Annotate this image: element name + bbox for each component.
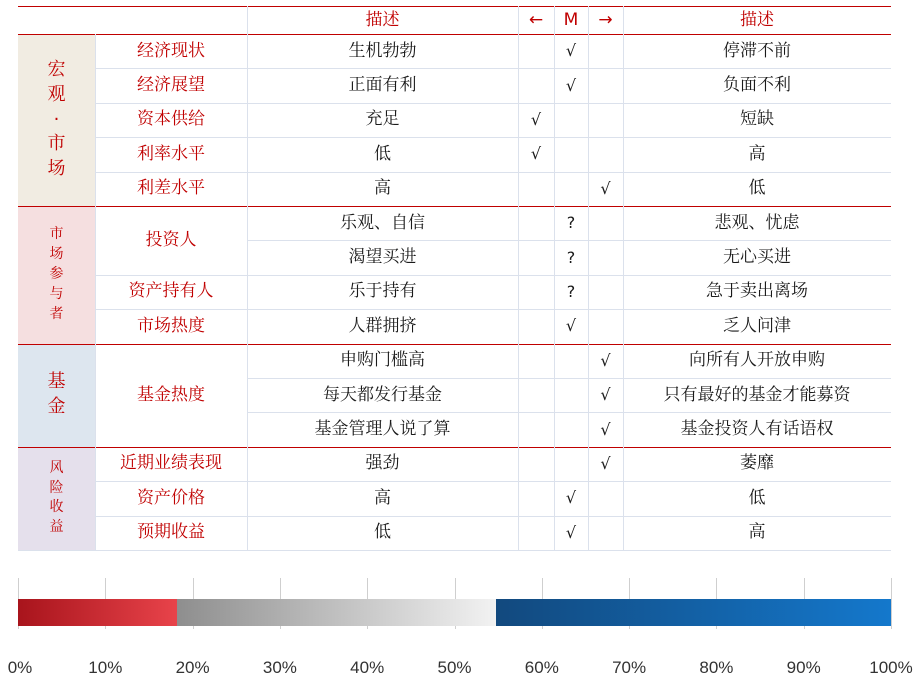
left-description: 充足 [365,109,400,130]
axis-label: 90% [786,658,821,677]
mark-middle [554,412,588,446]
left-description: 高 [374,487,391,508]
indicator-label: 市场热度 [137,315,205,336]
mark-left [518,34,554,68]
axis-label: 40% [350,658,385,677]
header-desc-left: 描述 [365,9,400,30]
mark-right [588,34,623,68]
right-description: 负面不利 [723,75,791,96]
indicator-label: 利率水平 [137,143,205,164]
right-description: 停滞不前 [723,40,791,61]
row-divider [247,412,891,413]
mark-right [588,137,623,171]
mark-middle: ? [566,213,576,233]
mark-left [518,481,554,515]
group-label-char: 险 [49,479,64,496]
right-description: 短缺 [740,109,774,130]
mark-middle: √ [565,41,577,61]
left-description: 每天都发行基金 [323,384,442,405]
mark-right [588,309,623,343]
left-description: 基金管理人说了算 [314,419,451,440]
group-label-char: 金 [47,396,66,418]
indicator-label: 资本供给 [137,109,205,130]
mark-middle: √ [565,75,577,95]
group-label-char: 宏 [47,58,66,80]
mark-right: √ [600,453,611,473]
header-arrow-right: → [598,9,613,30]
temperature-gauge-bar [18,599,891,626]
indicator-label: 经济现状 [137,40,205,61]
row-divider [95,516,891,517]
left-description: 人群拥挤 [348,315,417,336]
mark-left [518,447,554,481]
mark-right [588,103,623,137]
row-divider [95,309,891,310]
mark-left [518,309,554,343]
row-divider [247,240,891,241]
mark-right: √ [600,385,611,405]
mark-left [518,412,554,446]
indicator-label: 利差水平 [137,178,205,199]
header-arrow-left: ← [528,9,544,30]
row-divider [95,103,891,104]
mark-right [588,516,623,550]
row-divider [95,481,891,482]
left-description: 高 [374,178,391,199]
column-divider [588,6,589,550]
left-description: 低 [374,143,391,164]
section-divider [18,34,891,35]
right-description: 无心买进 [723,247,791,268]
group-label-char: 场 [47,158,66,180]
right-description: 高 [748,522,766,543]
right-description: 只有最好的基金才能募资 [663,384,851,405]
mark-middle: ? [566,281,576,301]
group-label-char: 市 [47,133,66,155]
axis-label: 30% [262,658,297,677]
left-description: 乐于持有 [348,281,417,302]
indicator-label: 投资人 [145,229,197,250]
group-label-char: · [53,108,60,130]
mark-right [588,481,623,515]
mark-middle [554,447,588,481]
group-label-char: 者 [49,305,64,322]
indicator-label: 预期收益 [137,522,205,543]
right-description: 乏人问津 [723,315,791,336]
section-divider [18,206,891,207]
row-divider [18,550,891,551]
mark-right: √ [600,350,611,370]
mark-middle: √ [565,522,577,542]
mark-middle [554,172,588,206]
column-divider [554,6,555,550]
group-label-char: 参 [49,265,64,282]
group-label [18,447,95,550]
section-divider [18,6,891,7]
axis-label: 20% [175,658,210,677]
right-description: 向所有人开放申购 [689,350,825,371]
right-description: 萎靡 [740,453,774,474]
group-label-char: 与 [49,285,64,302]
group-label-char: 基 [47,371,66,393]
right-description: 急于卖出离场 [706,281,808,302]
right-description: 基金投资人有话语权 [680,419,834,440]
left-description: 乐观、自信 [340,212,425,233]
left-description: 申购门槛高 [340,350,425,371]
mark-left [518,240,554,274]
mark-left: √ [530,109,542,129]
indicator-label: 资产价格 [137,487,205,508]
mark-right: √ [600,178,611,198]
percent-axis [0,650,922,686]
axis-tick [891,578,892,629]
mark-middle [554,378,588,412]
mark-middle: √ [565,488,577,508]
axis-label: 100% [869,658,913,677]
group-label-char: 风 [49,459,64,476]
group-label-char: 市 [49,226,64,243]
axis-label: 10% [88,658,123,677]
right-description: 悲观、忧虑 [714,212,800,233]
axis-label: 60% [524,658,559,677]
row-divider [95,275,891,276]
mark-left [518,68,554,102]
mark-middle [554,137,588,171]
left-description: 正面有利 [348,75,417,96]
mark-middle [554,344,588,378]
axis-label: 0% [7,658,33,677]
axis-label: 80% [699,658,734,677]
right-description: 低 [748,487,766,508]
group-label-char: 益 [49,519,64,536]
mark-left [518,344,554,378]
axis-label: 50% [437,658,472,677]
row-divider [95,68,891,69]
group-label [18,344,95,447]
indicator-label: 资产持有人 [128,281,214,302]
axis-label: 70% [612,658,647,677]
indicator-label: 近期业绩表现 [120,453,222,474]
left-description: 生机勃勃 [348,40,417,61]
group-label [18,206,95,344]
mark-left [518,516,554,550]
gauge-segment [177,599,496,626]
mark-right [588,240,623,274]
mark-right [588,275,623,309]
indicator-label: 基金热度 [137,384,205,405]
row-divider [247,378,891,379]
column-divider [623,6,624,550]
mark-left [518,206,554,240]
thermometer-table [18,6,891,559]
mark-right: √ [600,419,611,439]
column-divider [95,34,96,550]
group-label-char: 场 [49,245,64,262]
gauge-segment [496,599,891,626]
gauge-segment [18,599,177,626]
mark-middle: √ [565,316,577,336]
left-description: 强劲 [365,453,400,474]
column-divider [247,6,248,550]
mark-left: √ [530,144,542,164]
header-middle: M [563,9,579,30]
mark-right [588,68,623,102]
column-divider [518,6,519,550]
right-description: 高 [748,143,766,164]
mark-right [588,206,623,240]
group-label-char: 观 [47,83,66,105]
mark-left [518,275,554,309]
header-desc-right: 描述 [740,9,774,30]
mark-middle [554,103,588,137]
mark-middle: ? [566,247,576,267]
mark-left [518,378,554,412]
left-description: 低 [374,522,391,543]
mark-left [518,172,554,206]
row-divider [95,137,891,138]
row-divider [95,172,891,173]
section-divider [18,344,891,345]
group-label [18,34,95,206]
right-description: 低 [748,178,766,199]
left-description: 渴望买进 [348,247,417,268]
indicator-label: 经济展望 [137,75,205,96]
section-divider [18,447,891,448]
group-label-char: 收 [49,499,64,516]
